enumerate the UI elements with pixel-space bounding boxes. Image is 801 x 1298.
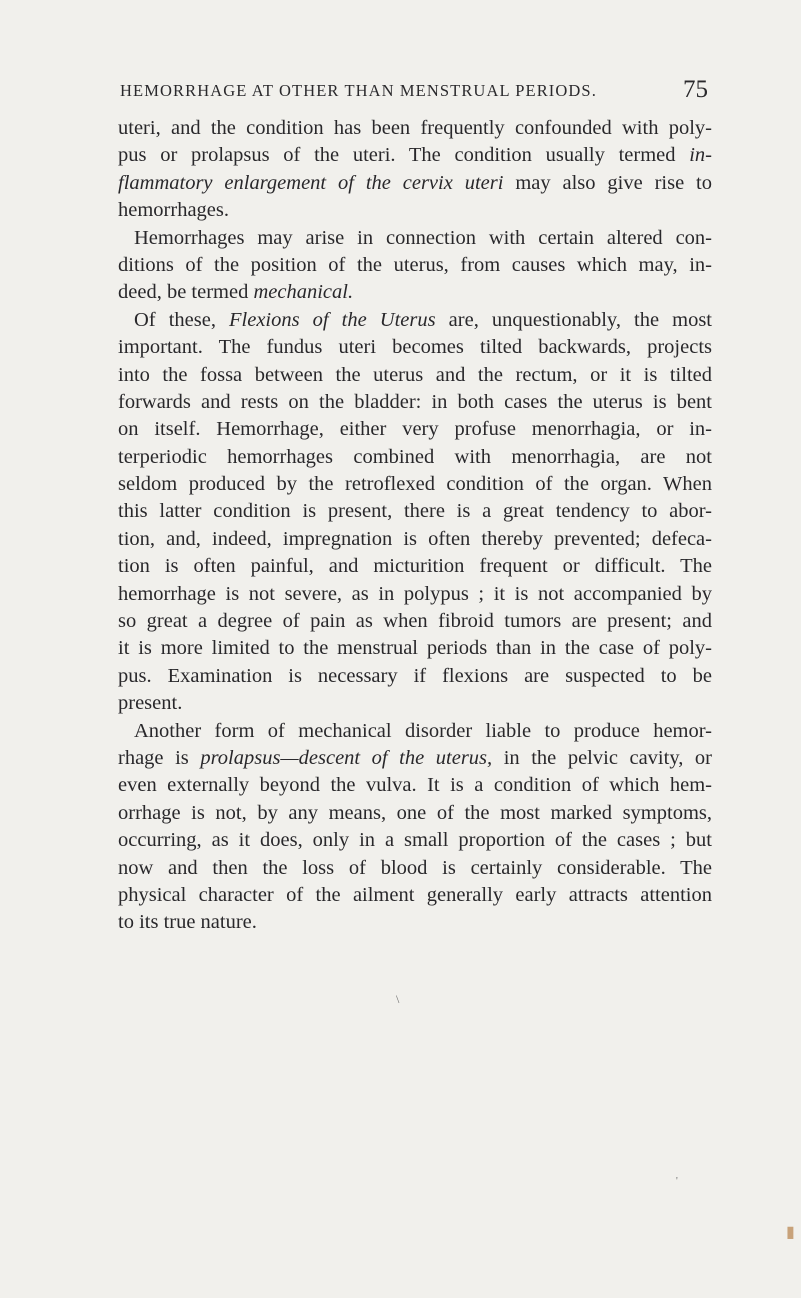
text-line: deed, be termed mechanical. [118, 281, 354, 304]
text-line: flammatory enlargement of the cervix uteri may also give rise to [118, 171, 713, 194]
page-number: 75 [683, 76, 708, 103]
text-line: even externally beyond the vulva. It is a condition of which hem- [118, 774, 712, 797]
text-line: on itself. Hemorrhage, either very profuse menorrhagia, or in- [118, 418, 712, 441]
text-line: ditions of the position of the uterus, from causes which may, in- [118, 253, 712, 276]
text-line: seldom produced by the retroflexed condition of the organ. When [118, 473, 712, 496]
text-line: rhage is prolapsus—descent of the uterus, in the pelvic cavity, or [118, 746, 712, 769]
scan-speck: ' [676, 1176, 678, 1187]
text-line: terperiodic hemorrhages combined with menorrhagia, are not [118, 445, 712, 468]
scan-speck: ▮ [786, 1224, 795, 1241]
scan-speck: \ [396, 992, 400, 1006]
running-title: HEMORRHAGE AT OTHER THAN MENSTRUAL PERIODS. [120, 81, 597, 100]
text-line: it is more limited to the menstrual periods than in the case of poly- [118, 637, 712, 660]
text-line: tion is often painful, and micturition frequent or difficult. The [118, 555, 712, 578]
text-line: this latter condition is present, there is a great tendency to abor- [118, 500, 712, 523]
text-line: pus. Examination is necessary if flexions are suspected to be [118, 664, 712, 687]
text-line: hemorrhages. [118, 199, 229, 222]
text-line: orrhage is not, by any means, one of the most marked symptoms, [118, 801, 712, 824]
text-line: to its true nature. [118, 911, 257, 934]
italic-phrase: flammatory enlargement of the cervix uteri [118, 171, 504, 194]
text-line: Hemorrhages may arise in connection with certain altered con- [134, 226, 712, 249]
text-line: so great a degree of pain as when fibroid tumors are present; and [118, 610, 712, 633]
text-line: pus or prolapsus of the uteri. The condition usually termed in- [118, 144, 712, 167]
running-head [118, 76, 710, 104]
italic-phrase: prolapsus—descent of the uterus, [200, 746, 493, 769]
text-line: forwards and rests on the bladder: in both cases the uterus is bent [118, 390, 712, 413]
italic-phrase: mechanical. [253, 281, 354, 304]
text-line: hemorrhage is not severe, as in polypus ; it is not accompanied by [118, 582, 712, 605]
text-line: into the fossa between the uterus and the rectum, or it is tilted [118, 363, 712, 386]
text-line: Of these, Flexions of the Uterus are, unquestionably, the most [134, 308, 712, 331]
text-line: now and then the loss of blood is certainly considerable. The [118, 856, 712, 879]
text-line: important. The fundus uteri becomes tilted backwards, projects [118, 336, 712, 359]
text-line: uteri, and the condition has been frequently confounded with poly- [118, 117, 712, 139]
italic-phrase: Flexions of the Uterus [229, 308, 436, 331]
text-line: present. [118, 692, 183, 715]
text-line: physical character of the ailment generally early attracts attention [118, 883, 712, 906]
body-text [118, 115, 712, 937]
text-line: Another form of mechanical disorder liable to produce hemor- [134, 719, 712, 742]
text-line: occurring, as it does, only in a small proportion of the cases ; but [118, 829, 712, 852]
italic-phrase: in- [689, 144, 712, 167]
text-line: tion, and, indeed, impregnation is often thereby prevented; defeca- [118, 527, 712, 550]
